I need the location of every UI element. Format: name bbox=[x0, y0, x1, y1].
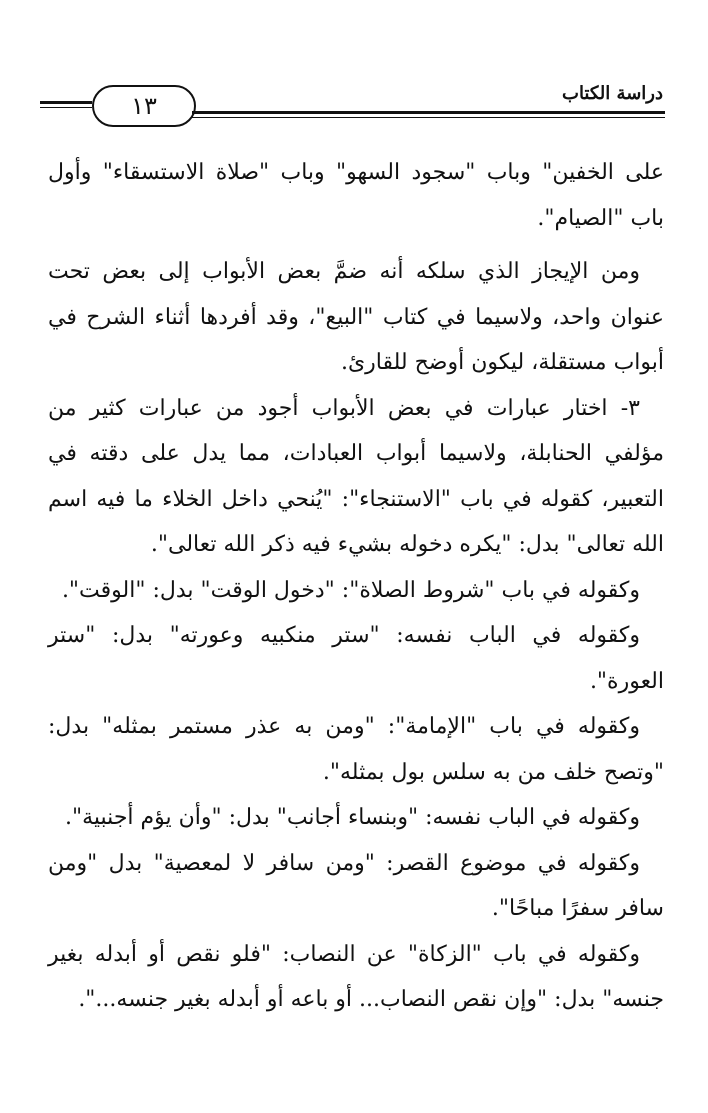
paragraph-6: وكقوله في باب "الإمامة": "ومن به عذر مستمر بمثله" بدل: "وتصح خلف من به سلس بول بمثله". bbox=[48, 714, 664, 785]
paragraph-2: ومن الإيجاز الذي سلكه أنه ضمَّ بعض الأبواب إلى بعض تحت عنوان واحد، ولاسيما في كتاب "البيع"، وقد أفردها أثناء الشرح في أبواب مستقلة، ليكون أوضح للقارئ. bbox=[48, 259, 664, 375]
paragraph-5: وكقوله في الباب نفسه: "ستر منكبيه وعورته" بدل: "ستر العورة". bbox=[48, 623, 664, 694]
paragraph-3: ٣- اختار عبارات في بعض الأبواب أجود من عبارات كثير من مؤلفي الحنابلة، ولاسيما أبواب العبادات، مما يدل على دقته في التعبير، كقوله في باب "الاستنجاء": "يُنحي داخل الخلاء ما فيه اسم الله تعالى" بدل: "يكره دخوله بشيء فيه ذكر الله تعالى". bbox=[48, 395, 664, 557]
page-body bbox=[48, 150, 664, 1023]
header-rule-left bbox=[40, 101, 92, 104]
paragraph-9: وكقوله في باب "الزكاة" عن النصاب: "فلو نقص أو أبدله بغير جنسه" بدل: "وإن نقص النصاب... أو باعه أو أبدله بغير جنسه...". bbox=[48, 941, 664, 1012]
paragraph-7: وكقوله في الباب نفسه: "وبنساء أجانب" بدل: "وأن يؤم أجنبية". bbox=[65, 805, 640, 830]
paragraph-4: وكقوله في باب "شروط الصلاة": "دخول الوقت" بدل: "الوقت". bbox=[61, 577, 640, 603]
paragraph-8: وكقوله في موضوع القصر: "ومن سافر لا لمعصية" بدل "ومن سافر سفرًا مباحًا". bbox=[48, 850, 664, 921]
header-rule-right bbox=[192, 111, 665, 114]
running-title: دراسة الكتاب bbox=[562, 83, 663, 104]
header-rule-right-thin bbox=[192, 117, 665, 118]
page-header bbox=[40, 85, 665, 125]
paragraph-1: على الخفين" وباب "سجود السهو" وباب "صلاة الاستسقاء" وأول باب "الصيام". bbox=[48, 160, 664, 231]
page-number-badge bbox=[92, 85, 196, 127]
header-rule-left-thin bbox=[40, 107, 92, 108]
page-number: ١٣ bbox=[131, 92, 157, 120]
